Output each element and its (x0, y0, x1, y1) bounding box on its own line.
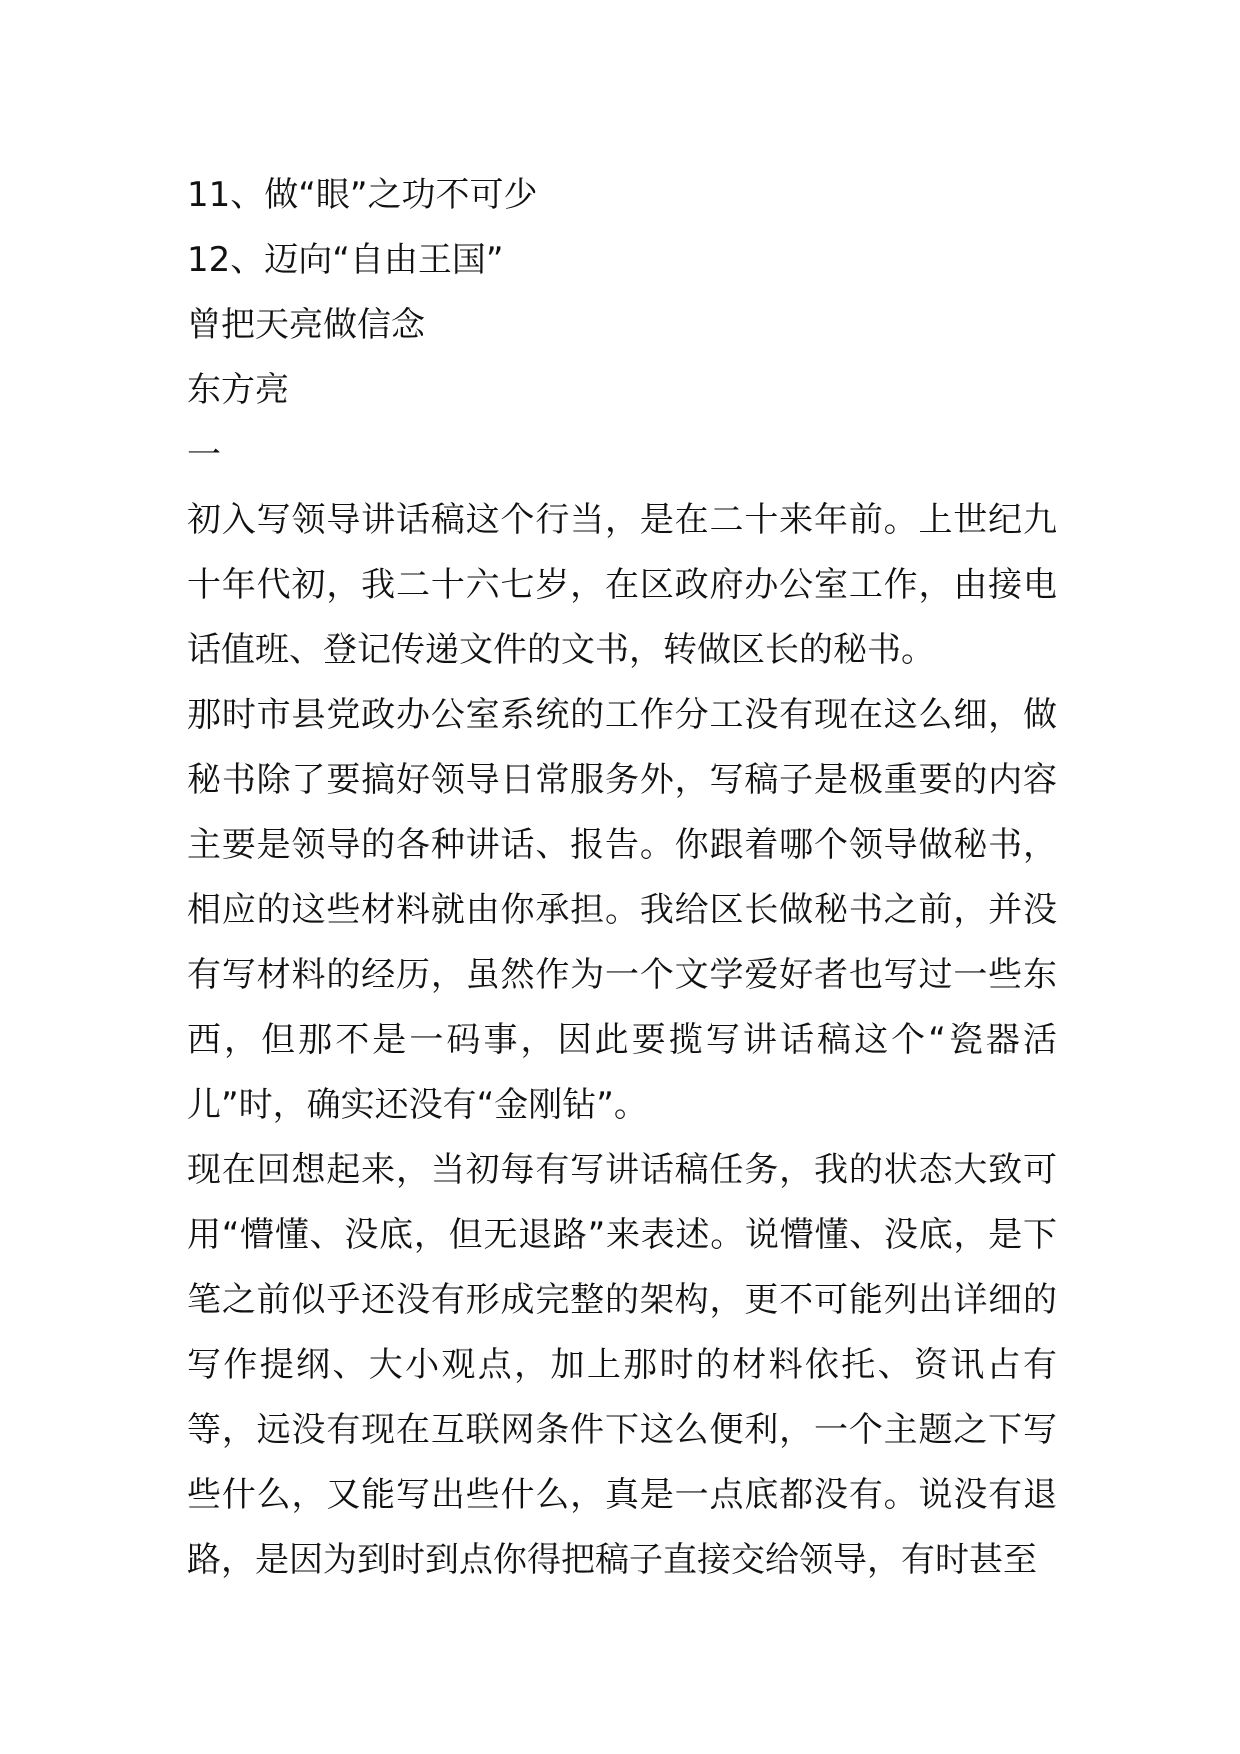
section-marker: 一 (187, 435, 221, 475)
document-body (187, 163, 1057, 1593)
article-author: 东方亮 (187, 370, 289, 410)
article-title: 曾把天亮做信念 (187, 305, 425, 345)
list-item: 11、做“眼”之功不可少 (187, 175, 538, 215)
paragraph: 那时市县党政办公室系统的工作分工没有现在这么细，做秘书除了要搞好领导日常服务外，写稿子是极重要的内容主要是领导的各种讲话、报告。你跟着哪个领导做秘书，相应的这些材料就由你承担。我给区长做秘书之前，并没有写材料的经历，虽然作为一个文学爱好者也写过一些东西，但那不是一码事，因此要揽写讲话稿这个“瓷器活儿”时，确实还没有“金刚钻”。 (187, 695, 1057, 1125)
paragraph: 初入写领导讲话稿这个行当，是在二十来年前。上世纪九十年代初，我二十六七岁，在区政府办公室工作，由接电话值班、登记传递文件的文书，转做区长的秘书。 (187, 500, 1057, 670)
paragraph: 现在回想起来，当初每有写讲话稿任务，我的状态大致可用“懵懂、没底，但无退路”来表述。说懵懂、没底，是下笔之前似乎还没有形成完整的架构，更不可能列出详细的写作提纲、大小观点，加上那时的材料依托、资讯占有等，远没有现在互联网条件下这么便利，一个主题之下写些什么，又能写出些什么，真是一点底都没有。说没有退路，是因为到时到点你得把稿子直接交给领导，有时甚至 (187, 1150, 1057, 1580)
list-item: 12、迈向“自由王国” (187, 240, 504, 280)
